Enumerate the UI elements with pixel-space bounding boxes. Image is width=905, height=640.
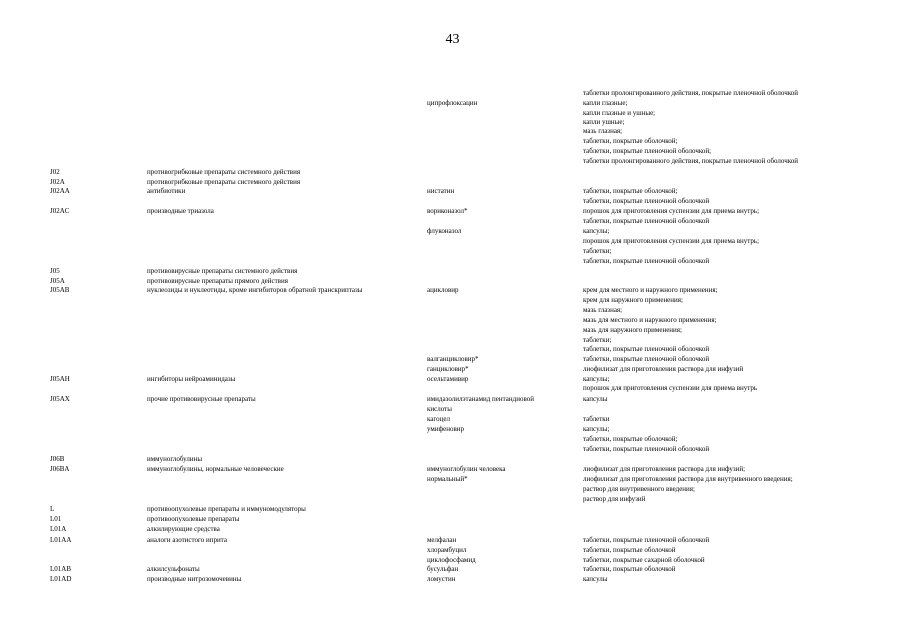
table-row <box>0 494 905 504</box>
drug-name: осельтамивир <box>427 375 469 383</box>
dosage-form: порошок для приготовления суспензии для приема внутрь <box>583 384 758 392</box>
atc-description: иммуноглобулины, нормальные человеческие <box>147 465 284 473</box>
dosage-form: таблетки, покрытые оболочкой <box>583 565 676 573</box>
drug-name: иммуноглобулин человека <box>427 465 506 473</box>
dosage-form: таблетки, покрытые пленочной оболочкой <box>583 445 710 453</box>
atc-description: антибиотики <box>147 187 186 195</box>
table-row <box>0 256 905 266</box>
atc-description: прочие противовирусные препараты <box>147 395 256 403</box>
atc-description: противогрибковые препараты системного действия <box>147 168 301 176</box>
table-row <box>0 156 905 166</box>
table-row <box>0 514 905 524</box>
atc-code: J05AX <box>50 395 70 403</box>
dosage-form: мазь глазная; <box>583 306 623 314</box>
table-row <box>0 364 905 374</box>
dosage-form: таблетки, покрытые пленочной оболочкой; <box>583 147 712 155</box>
dosage-form: таблетки пролонгированного действия, покрытые пленочной оболочкой <box>583 157 799 165</box>
drug-name: ганцикловир* <box>427 365 469 373</box>
dosage-form: лиофилизат для приготовления раствора для инфузий <box>583 365 744 373</box>
drug-name: циклофосфамид <box>427 556 476 564</box>
atc-code: J02A <box>50 178 65 186</box>
dosage-form: порошок для приготовления суспензии для приема внутрь; <box>583 207 760 215</box>
dosage-form: таблетки пролонгированного действия, покрытые пленочной оболочкой <box>583 89 799 97</box>
table-row <box>0 226 905 236</box>
table-row <box>0 325 905 335</box>
dosage-form: капсулы; <box>583 227 610 235</box>
table-row <box>0 394 905 404</box>
atc-code: J05 <box>50 267 60 275</box>
drug-name: кагоцел <box>427 415 450 423</box>
table-row <box>0 305 905 315</box>
dosage-form: таблетки, покрытые оболочкой; <box>583 435 678 443</box>
dosage-form: мазь для местного и наружного применения; <box>583 316 717 324</box>
table-row <box>0 404 905 414</box>
atc-description: противоопухолевые препараты и иммуномодуляторы <box>147 505 306 513</box>
table-row <box>0 126 905 136</box>
table-row <box>0 136 905 146</box>
table-row <box>0 414 905 424</box>
table-row <box>0 206 905 216</box>
table-row <box>0 216 905 226</box>
table-row <box>0 484 905 494</box>
table-row <box>0 545 905 555</box>
drug-name: имидазолилэтанамид пентандиовой <box>427 395 534 403</box>
table-row <box>0 434 905 444</box>
atc-code: J02AA <box>50 187 70 195</box>
dosage-form: таблетки, покрытые сахарной оболочкой <box>583 556 705 564</box>
dosage-form: капли глазные и ушные; <box>583 109 656 117</box>
drug-name: бусульфан <box>427 565 459 573</box>
atc-description: нуклеозиды и нуклеотиды, кроме ингибиторов обратной транскриптазы <box>147 286 363 294</box>
table-row <box>0 146 905 156</box>
table-row <box>0 88 905 98</box>
atc-code: L01AB <box>50 565 71 573</box>
drug-name: мелфалан <box>427 536 457 544</box>
table-row <box>0 424 905 434</box>
atc-code: J02AC <box>50 207 70 215</box>
dosage-form: капсулы <box>583 575 608 583</box>
atc-description: аналоги азотистого иприта <box>147 536 227 544</box>
dosage-form: таблетки, покрытые пленочной оболочкой <box>583 217 710 225</box>
table-row <box>0 98 905 108</box>
table-row <box>0 454 905 464</box>
dosage-form: лиофилизат для приготовления раствора для внутривенного введения; <box>583 475 793 483</box>
dosage-form: мазь глазная; <box>583 127 623 135</box>
atc-code: L01AA <box>50 536 72 544</box>
table-row <box>0 535 905 545</box>
table-row <box>0 474 905 484</box>
table-row <box>0 504 905 514</box>
dosage-form: капсулы <box>583 395 608 403</box>
drug-name: умифеновир <box>427 425 465 433</box>
atc-code: J06BA <box>50 465 70 473</box>
dosage-form: раствор для инфузий <box>583 495 646 503</box>
dosage-form: таблетки, покрытые пленочной оболочкой <box>583 345 710 353</box>
dosage-form: таблетки, покрытые пленочной оболочкой <box>583 197 710 205</box>
drug-name: нистатин <box>427 187 455 195</box>
dosage-form: таблетки, покрытые оболочкой; <box>583 187 678 195</box>
atc-code: J06B <box>50 455 65 463</box>
table-row <box>0 354 905 364</box>
atc-description: иммуноглобулины <box>147 455 203 463</box>
atc-code: J02 <box>50 168 60 176</box>
page-number: 43 <box>445 32 460 47</box>
atc-code: L01 <box>50 515 62 523</box>
atc-code: L01AD <box>50 575 72 583</box>
atc-description: производные нитрозомочевины <box>147 575 242 583</box>
dosage-form: капли ушные; <box>583 118 625 126</box>
dosage-form: капсулы; <box>583 425 610 433</box>
dosage-form: капсулы; <box>583 375 610 383</box>
table-row <box>0 564 905 574</box>
atc-description: производные триазола <box>147 207 214 215</box>
drug-name: ломустин <box>427 575 456 583</box>
dosage-form: таблетки <box>583 415 610 423</box>
atc-description: противоопухолевые препараты <box>147 515 240 523</box>
table-row <box>0 444 905 454</box>
table-row <box>0 295 905 305</box>
dosage-form: порошок для приготовления суспензии для приема внутрь; <box>583 237 760 245</box>
atc-code: J05AB <box>50 286 70 294</box>
atc-code: J05A <box>50 277 65 285</box>
table-row <box>0 285 905 295</box>
dosage-form: таблетки, покрытые оболочкой; <box>583 137 678 145</box>
table-row <box>0 344 905 354</box>
table-row <box>0 246 905 256</box>
dosage-form: таблетки, покрытые пленочной оболочкой <box>583 536 710 544</box>
dosage-form: таблетки, покрытые пленочной оболочкой <box>583 257 710 265</box>
drug-name: вориконазол* <box>427 207 468 215</box>
atc-description: противовирусные препараты системного действия <box>147 267 298 275</box>
dosage-form: таблетки, покрытые пленочной оболочкой <box>583 355 710 363</box>
drug-name: нормальный* <box>427 475 468 483</box>
table-row <box>0 266 905 276</box>
drug-name: валганцикловир* <box>427 355 479 363</box>
table-row <box>0 574 905 584</box>
atc-code: L01A <box>50 525 67 533</box>
atc-description: алкилсульфонаты <box>147 565 200 573</box>
drug-name: ацикловир <box>427 286 459 294</box>
atc-code: J05AH <box>50 375 70 383</box>
atc-description: противогрибковые препараты системного действия <box>147 178 301 186</box>
dosage-form: таблетки; <box>583 247 612 255</box>
table-row <box>0 167 905 177</box>
dosage-form: капли глазные; <box>583 99 628 107</box>
drug-name: хлорамбуцил <box>427 546 467 554</box>
table-row <box>0 383 905 393</box>
drug-name: кислоты <box>427 405 452 413</box>
atc-description: ингибиторы нейроаминидазы <box>147 375 236 383</box>
table-row <box>0 196 905 206</box>
table-row <box>0 524 905 534</box>
dosage-form: раствор для внутривенного введения; <box>583 485 695 493</box>
table-row <box>0 186 905 196</box>
atc-description: противовирусные препараты прямого действия <box>147 277 288 285</box>
dosage-form: крем для местного и наружного применения; <box>583 286 718 294</box>
atc-description: алкилирующие средства <box>147 525 220 533</box>
dosage-form: мазь для наружного применения; <box>583 326 682 334</box>
dosage-form: таблетки; <box>583 336 612 344</box>
drug-name: флуконазол <box>427 227 462 235</box>
table-row <box>0 236 905 246</box>
drug-name: ципрофлоксацин <box>427 99 478 107</box>
table-row <box>0 464 905 474</box>
table-row <box>0 315 905 325</box>
dosage-form: крем для наружного применения; <box>583 296 683 304</box>
dosage-form: таблетки, покрытые оболочкой <box>583 546 676 554</box>
atc-code: L <box>50 505 55 513</box>
dosage-form: лиофилизат для приготовления раствора для инфузий; <box>583 465 746 473</box>
